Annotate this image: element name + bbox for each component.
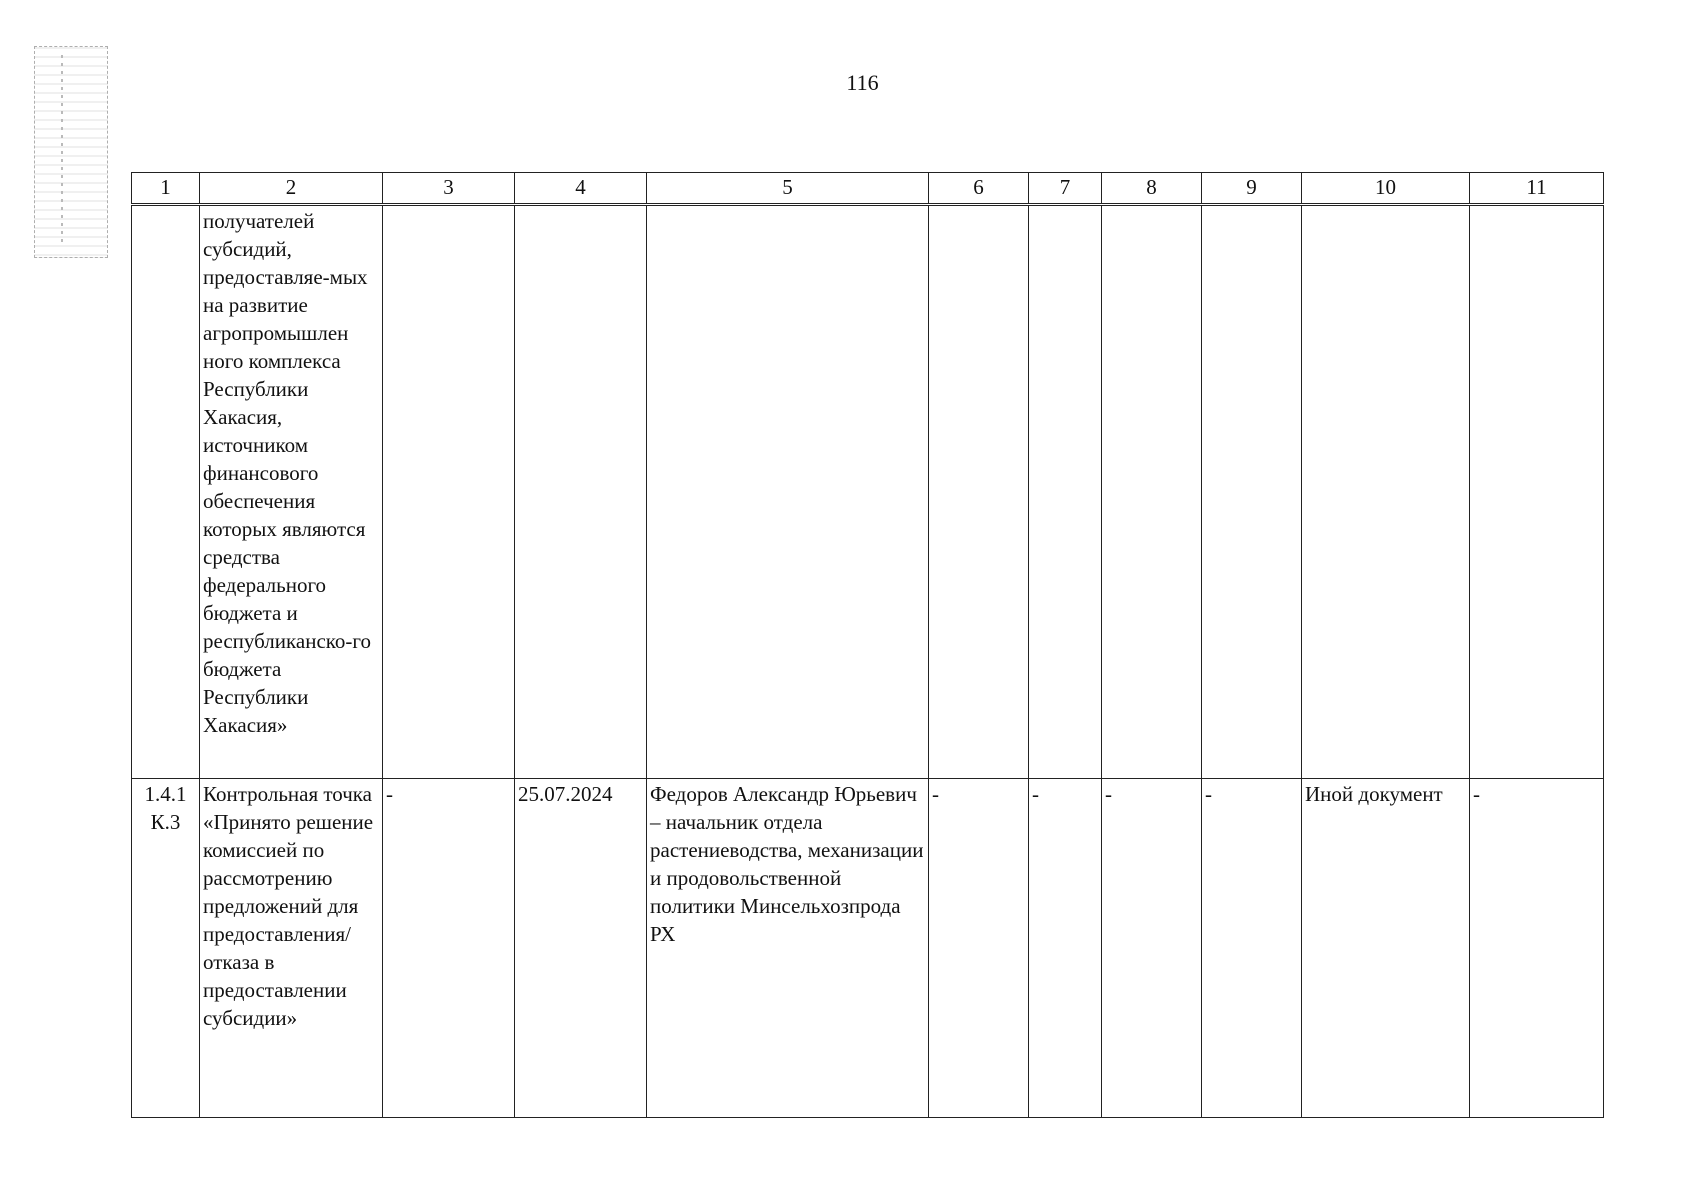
header-cell: 10: [1302, 173, 1470, 205]
header-cell: 1: [132, 173, 200, 205]
cell-number: [132, 205, 200, 779]
header-row: [132, 173, 1604, 205]
cell-responsible: [647, 205, 929, 779]
cell-col9: [1202, 205, 1302, 779]
header-cell: 9: [1202, 173, 1302, 205]
page-number: 116: [846, 70, 879, 95]
cell-number: 1.4.1 К.3: [132, 779, 200, 1118]
cell-col9: -: [1202, 779, 1302, 1118]
header-cell: 6: [929, 173, 1029, 205]
table-row: [132, 205, 1604, 779]
cell-document: [1302, 205, 1470, 779]
cell-document: Иной документ: [1302, 779, 1470, 1118]
cell-col6: [929, 205, 1029, 779]
cell-responsible: Федоров Александр Юрьевич – начальник отдела растениеводства, механизации и продовольственной политики Минсельхозпрода РХ: [647, 779, 929, 1118]
cell-col8: -: [1102, 779, 1202, 1118]
header-cell: 8: [1102, 173, 1202, 205]
header-cell: 11: [1470, 173, 1604, 205]
cell-col6: -: [929, 779, 1029, 1118]
cell-col3: -: [383, 779, 515, 1118]
header-cell: 7: [1029, 173, 1102, 205]
header-cell: 5: [647, 173, 929, 205]
table-row: [132, 779, 1604, 1118]
header-cell: 2: [200, 173, 383, 205]
header-cell: 4: [515, 173, 647, 205]
cell-col8: [1102, 205, 1202, 779]
cell-col7: [1029, 205, 1102, 779]
cell-col11: [1470, 205, 1604, 779]
cell-name: получателей субсидий, предоставляе-мых на развитие агропромышлен ного комплекса Республики Хакасия, источником финансового обеспечения которых являются средства федерального бюджета и республиканско-го бюджета Республики Хакасия»: [200, 205, 383, 779]
cell-col11: -: [1470, 779, 1604, 1118]
cell-col7: -: [1029, 779, 1102, 1118]
cell-col3: [383, 205, 515, 779]
schedule-table: [131, 172, 1604, 1118]
cell-date: 25.07.2024: [515, 779, 647, 1118]
cell-name: Контрольная точка «Принято решение комиссией по рассмотрению предложений для предоставления/ отказа в предоставлении субсидии»: [200, 779, 383, 1118]
header-cell: 3: [383, 173, 515, 205]
cell-date: [515, 205, 647, 779]
